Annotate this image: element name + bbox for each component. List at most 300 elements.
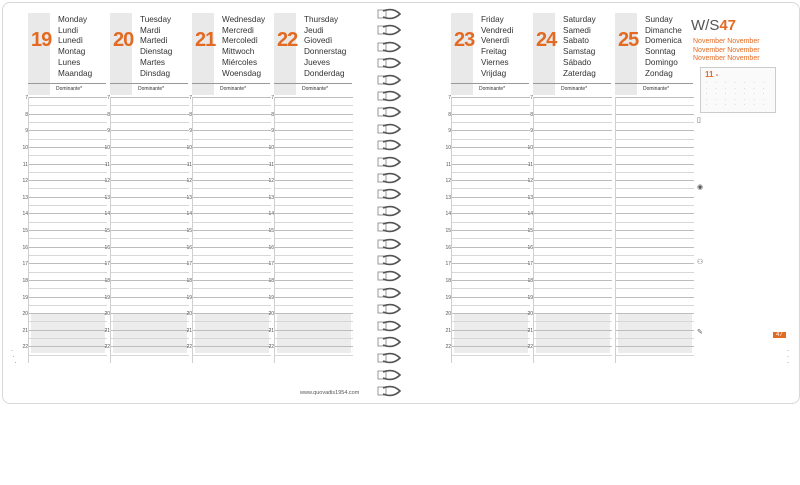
half-hour-line[interactable]	[111, 188, 189, 189]
half-hour-line[interactable]	[275, 222, 353, 223]
half-hour-line[interactable]	[452, 172, 530, 173]
hour-line[interactable]	[445, 327, 530, 334]
half-hour-line[interactable]	[193, 188, 271, 189]
hour-label: 19	[22, 294, 28, 301]
hour-line[interactable]	[107, 111, 189, 118]
hour-line[interactable]	[616, 313, 694, 314]
hour-label: 10	[22, 144, 28, 151]
day-name: Donderdag	[304, 68, 345, 78]
half-hour-line[interactable]	[193, 338, 271, 339]
half-hour-line[interactable]	[29, 188, 107, 189]
hour-label: 11	[186, 161, 192, 168]
hour-line[interactable]	[445, 277, 530, 284]
hour-line[interactable]	[107, 95, 189, 101]
half-hour-line[interactable]	[193, 255, 271, 256]
hour-line[interactable]	[104, 211, 189, 218]
half-hour-line[interactable]	[111, 321, 189, 322]
day-name: Maandag	[58, 68, 93, 78]
hour-line[interactable]	[22, 277, 107, 284]
half-hour-line[interactable]	[452, 238, 530, 239]
hour-line[interactable]	[527, 244, 612, 251]
half-hour-line[interactable]	[616, 338, 694, 339]
half-hour-line[interactable]	[452, 122, 530, 123]
half-hour-line[interactable]	[193, 105, 271, 106]
hour-line[interactable]	[527, 294, 612, 301]
half-hour-line[interactable]	[275, 122, 353, 123]
hour-line[interactable]	[268, 211, 353, 218]
hour-line[interactable]	[445, 228, 530, 234]
day-name: Montag	[58, 47, 86, 57]
calendar-cell: ·	[715, 103, 717, 107]
half-hour-line[interactable]	[193, 155, 271, 156]
calendar-cell: ·	[706, 97, 708, 102]
hour-line[interactable]	[104, 144, 189, 151]
day-name: Martes	[140, 57, 166, 67]
hour-line[interactable]	[22, 294, 107, 301]
hour-line[interactable]	[104, 327, 189, 334]
hour-line[interactable]	[186, 194, 271, 201]
hour-line[interactable]	[445, 178, 530, 185]
calendar-cell: ·	[734, 97, 736, 102]
spiral-coil	[377, 319, 401, 331]
hour-label: 15	[445, 228, 451, 234]
hour-line[interactable]	[527, 261, 612, 268]
half-hour-line[interactable]	[616, 139, 694, 140]
hour-line[interactable]	[25, 95, 107, 101]
half-hour-line[interactable]	[616, 238, 694, 239]
hour-line[interactable]	[448, 128, 530, 135]
hour-line[interactable]	[445, 161, 530, 168]
hour-line[interactable]	[527, 311, 612, 318]
hour-line[interactable]	[186, 228, 271, 234]
hour-line[interactable]	[616, 164, 694, 165]
half-hour-line[interactable]	[111, 338, 189, 339]
hour-line[interactable]	[268, 194, 353, 201]
half-hour-line[interactable]	[275, 305, 353, 306]
hour-line[interactable]	[22, 311, 107, 318]
half-hour-line[interactable]	[29, 205, 107, 206]
week-prefix: W/S	[691, 17, 720, 34]
half-hour-line[interactable]	[616, 288, 694, 289]
half-hour-line[interactable]	[275, 105, 353, 106]
half-hour-line[interactable]	[111, 105, 189, 106]
half-hour-line[interactable]	[193, 272, 271, 273]
left-page	[3, 3, 363, 403]
hour-line[interactable]	[445, 211, 530, 218]
half-hour-line[interactable]	[452, 272, 530, 273]
hour-line[interactable]	[268, 327, 353, 334]
calendar-cell: ·	[706, 103, 708, 107]
hour-line[interactable]	[189, 128, 271, 135]
hour-label: 9	[107, 128, 110, 135]
hour-line[interactable]	[268, 144, 353, 151]
hour-line[interactable]	[186, 277, 271, 284]
half-hour-line[interactable]	[275, 272, 353, 273]
half-hour-line[interactable]	[452, 188, 530, 189]
hour-line[interactable]	[530, 111, 612, 118]
day-names	[58, 15, 92, 79]
hour-line[interactable]	[448, 95, 530, 101]
half-hour-line[interactable]	[275, 172, 353, 173]
hour-line[interactable]	[104, 277, 189, 284]
hour-label: 15	[527, 228, 533, 234]
half-hour-line[interactable]	[111, 172, 189, 173]
calendar-cell: ·	[763, 97, 765, 102]
half-hour-line[interactable]	[534, 321, 612, 322]
hour-line[interactable]	[25, 111, 107, 118]
hour-line[interactable]	[527, 194, 612, 201]
half-hour-line[interactable]	[29, 238, 107, 239]
hour-line[interactable]	[22, 178, 107, 185]
hour-line[interactable]	[445, 244, 530, 251]
half-hour-line[interactable]	[616, 272, 694, 273]
day-name: Tuesday	[140, 15, 172, 24]
half-hour-line[interactable]	[534, 105, 612, 106]
hour-line[interactable]	[616, 297, 694, 298]
hour-line[interactable]	[445, 294, 530, 301]
hour-line[interactable]	[527, 327, 612, 334]
hour-line[interactable]	[22, 211, 107, 218]
hour-line[interactable]	[104, 344, 189, 351]
half-hour-line[interactable]	[111, 238, 189, 239]
half-hour-line[interactable]	[275, 238, 353, 239]
half-hour-line[interactable]	[275, 255, 353, 256]
hour-line[interactable]	[616, 247, 694, 248]
hour-line[interactable]	[445, 261, 530, 268]
hour-line[interactable]	[22, 327, 107, 334]
hour-line[interactable]	[268, 277, 353, 284]
hour-line[interactable]	[616, 330, 694, 331]
hour-line[interactable]	[268, 294, 353, 301]
hour-label: 17	[445, 261, 451, 268]
perforation-dots-right: · · ·	[787, 348, 789, 366]
hour-line[interactable]	[616, 213, 694, 214]
hour-label: 12	[104, 178, 110, 185]
hour-line[interactable]	[616, 197, 694, 198]
hour-line[interactable]	[268, 311, 353, 318]
half-hour-line[interactable]	[534, 188, 612, 189]
hour-line[interactable]	[268, 244, 353, 251]
hour-line[interactable]	[448, 111, 530, 118]
hour-line[interactable]	[616, 97, 694, 98]
hour-line[interactable]	[268, 161, 353, 168]
half-hour-line[interactable]	[29, 338, 107, 339]
day-header	[274, 13, 352, 95]
half-hour-line[interactable]	[29, 222, 107, 223]
half-hour-line[interactable]	[111, 305, 189, 306]
hour-line[interactable]	[186, 161, 271, 168]
day-name: Lunedì	[58, 36, 84, 46]
hour-line[interactable]	[104, 261, 189, 268]
half-hour-line[interactable]	[534, 355, 612, 356]
half-hour-line[interactable]	[616, 305, 694, 306]
hour-line[interactable]	[271, 128, 353, 135]
half-hour-line[interactable]	[616, 155, 694, 156]
spiral-coil	[377, 302, 401, 314]
hour-label: 15	[186, 228, 192, 234]
half-hour-line[interactable]	[534, 222, 612, 223]
hour-label: 18	[186, 277, 192, 284]
hour-line[interactable]	[616, 147, 694, 148]
half-hour-line[interactable]	[534, 305, 612, 306]
half-hour-line[interactable]	[29, 155, 107, 156]
hour-label: 10	[268, 144, 274, 151]
hour-line[interactable]	[271, 95, 353, 101]
day-column	[445, 13, 529, 396]
half-hour-line[interactable]	[29, 105, 107, 106]
half-hour-line[interactable]	[452, 288, 530, 289]
half-hour-line[interactable]	[534, 255, 612, 256]
hour-line[interactable]	[527, 178, 612, 185]
half-hour-line[interactable]	[616, 172, 694, 173]
half-hour-line[interactable]	[275, 288, 353, 289]
half-hour-line[interactable]	[29, 288, 107, 289]
half-hour-line[interactable]	[275, 321, 353, 322]
day-header	[28, 13, 106, 95]
hour-line[interactable]	[186, 311, 271, 318]
half-hour-line[interactable]	[193, 172, 271, 173]
dominante-label: Dominante*	[56, 86, 83, 92]
half-hour-line[interactable]	[452, 222, 530, 223]
hour-line[interactable]	[527, 228, 612, 234]
half-hour-line[interactable]	[616, 105, 694, 106]
day-name: Saturday	[563, 15, 596, 24]
hour-line[interactable]	[616, 114, 694, 115]
spiral-coil	[377, 7, 401, 19]
day-number: 19	[31, 29, 52, 51]
day-name: Mercoledì	[222, 36, 258, 46]
hour-label: 19	[186, 294, 192, 301]
half-hour-line[interactable]	[452, 321, 530, 322]
hour-label: 16	[445, 244, 451, 251]
half-hour-line[interactable]	[534, 205, 612, 206]
calendar-cell: ·	[763, 92, 765, 96]
half-hour-line[interactable]	[275, 205, 353, 206]
hour-line[interactable]	[445, 144, 530, 151]
half-hour-line[interactable]	[452, 155, 530, 156]
hour-label: 20	[527, 311, 533, 318]
hour-line[interactable]	[104, 194, 189, 201]
half-hour-line[interactable]	[275, 139, 353, 140]
day-name: Donnerstag	[304, 47, 347, 57]
hour-line[interactable]	[104, 178, 189, 185]
hour-line[interactable]	[22, 244, 107, 251]
day-number: 20	[113, 29, 134, 51]
half-hour-line[interactable]	[29, 305, 107, 306]
day-names	[140, 15, 172, 79]
hour-line[interactable]	[186, 178, 271, 185]
half-hour-line[interactable]	[275, 155, 353, 156]
half-hour-line[interactable]	[111, 139, 189, 140]
day-name: Vrijdag	[481, 68, 507, 78]
half-hour-line[interactable]	[111, 122, 189, 123]
hour-line[interactable]	[530, 128, 612, 135]
hour-line[interactable]	[189, 111, 271, 118]
half-hour-line[interactable]	[29, 321, 107, 322]
half-hour-line[interactable]	[534, 338, 612, 339]
hour-line[interactable]	[104, 161, 189, 168]
hour-label: 14	[445, 211, 451, 218]
hour-line[interactable]	[268, 261, 353, 268]
day-names	[222, 15, 265, 79]
half-hour-line[interactable]	[452, 105, 530, 106]
hour-line[interactable]	[530, 95, 612, 101]
hour-line[interactable]	[25, 128, 107, 135]
hour-line[interactable]	[186, 211, 271, 218]
half-hour-line[interactable]	[534, 272, 612, 273]
hour-line[interactable]	[268, 178, 353, 185]
hour-label: 7	[25, 95, 28, 101]
half-hour-line[interactable]	[275, 188, 353, 189]
calendar-cell: ·	[753, 92, 755, 96]
dominante-label: Dominante*	[138, 86, 165, 92]
half-hour-line[interactable]	[452, 255, 530, 256]
half-hour-line[interactable]	[193, 238, 271, 239]
half-hour-line[interactable]	[111, 272, 189, 273]
hour-line[interactable]	[22, 161, 107, 168]
half-hour-line[interactable]	[616, 222, 694, 223]
half-hour-line[interactable]	[616, 188, 694, 189]
hour-label: 21	[186, 327, 192, 334]
half-hour-line[interactable]	[275, 338, 353, 339]
hour-label: 16	[104, 244, 110, 251]
half-hour-line[interactable]	[452, 205, 530, 206]
hour-label: 17	[22, 261, 28, 268]
hour-line[interactable]	[268, 228, 353, 234]
hour-line[interactable]	[527, 161, 612, 168]
hour-label: 7	[530, 95, 533, 101]
hour-line[interactable]	[186, 261, 271, 268]
hour-line[interactable]	[186, 144, 271, 151]
hour-line[interactable]	[104, 244, 189, 251]
hour-label: 22	[104, 344, 110, 351]
half-hour-line[interactable]	[193, 305, 271, 306]
half-hour-line[interactable]	[534, 139, 612, 140]
hour-line[interactable]	[527, 211, 612, 218]
half-hour-line[interactable]	[193, 288, 271, 289]
calendar-cell: ·	[715, 92, 717, 96]
half-hour-line[interactable]	[111, 255, 189, 256]
hour-line[interactable]	[616, 130, 694, 131]
half-hour-line[interactable]	[29, 272, 107, 273]
day-name: Domingo	[645, 57, 678, 67]
hour-label: 22	[527, 344, 533, 351]
hour-line[interactable]	[527, 144, 612, 151]
half-hour-line[interactable]	[616, 122, 694, 123]
half-hour-line[interactable]	[193, 205, 271, 206]
spiral-coil	[377, 23, 401, 35]
half-hour-line[interactable]	[193, 139, 271, 140]
half-hour-line[interactable]	[29, 139, 107, 140]
hour-line[interactable]	[186, 327, 271, 334]
half-hour-line[interactable]	[534, 238, 612, 239]
hour-label: 14	[268, 211, 274, 218]
half-hour-line[interactable]	[452, 338, 530, 339]
half-hour-line[interactable]	[29, 122, 107, 123]
hour-label: 16	[22, 244, 28, 251]
hour-line[interactable]	[616, 346, 694, 347]
day-header	[110, 13, 188, 95]
spiral-coil	[377, 56, 401, 68]
hour-line[interactable]	[616, 280, 694, 281]
half-hour-line[interactable]	[534, 155, 612, 156]
half-hour-line[interactable]	[616, 255, 694, 256]
hour-line[interactable]	[22, 194, 107, 201]
hour-label: 11	[104, 161, 110, 168]
hour-label: 22	[186, 344, 192, 351]
half-hour-line[interactable]	[29, 172, 107, 173]
day-column	[186, 13, 270, 396]
hour-line[interactable]	[616, 230, 694, 231]
half-hour-line[interactable]	[29, 255, 107, 256]
hour-line[interactable]	[22, 344, 107, 351]
hour-line[interactable]	[445, 311, 530, 318]
hour-label: 11	[527, 161, 533, 168]
half-hour-line[interactable]	[193, 122, 271, 123]
month-label: November	[727, 46, 760, 54]
half-hour-line[interactable]	[29, 355, 107, 356]
hour-line[interactable]	[268, 344, 353, 351]
calendar-cell: ·	[763, 86, 765, 91]
hour-line[interactable]	[107, 128, 189, 135]
half-hour-line[interactable]	[111, 155, 189, 156]
half-hour-line[interactable]	[534, 172, 612, 173]
hour-line[interactable]	[445, 194, 530, 201]
hour-line[interactable]	[186, 344, 271, 351]
hour-line[interactable]	[186, 294, 271, 301]
page-number-tab: 47	[773, 332, 786, 338]
half-hour-line[interactable]	[616, 355, 694, 356]
half-hour-line[interactable]	[452, 139, 530, 140]
week-label	[691, 17, 736, 34]
hour-line[interactable]	[22, 228, 107, 234]
hour-line[interactable]	[22, 261, 107, 268]
half-hour-line[interactable]	[534, 288, 612, 289]
hour-label: 8	[107, 111, 110, 118]
half-hour-line[interactable]	[193, 321, 271, 322]
half-hour-line[interactable]	[534, 122, 612, 123]
day-name: Dienstag	[140, 47, 173, 57]
hour-label: 9	[530, 128, 533, 135]
half-hour-line[interactable]	[616, 321, 694, 322]
hour-line[interactable]	[104, 294, 189, 301]
hour-line[interactable]	[527, 344, 612, 351]
hour-line[interactable]	[104, 228, 189, 234]
hour-line[interactable]	[271, 111, 353, 118]
hour-line[interactable]	[616, 180, 694, 181]
hour-line[interactable]	[22, 144, 107, 151]
half-hour-line[interactable]	[452, 355, 530, 356]
hour-line[interactable]	[189, 95, 271, 101]
hour-label: 16	[268, 244, 274, 251]
half-hour-line[interactable]	[616, 205, 694, 206]
half-hour-line[interactable]	[111, 222, 189, 223]
hour-line[interactable]	[616, 263, 694, 264]
hour-line[interactable]	[527, 277, 612, 284]
hour-line[interactable]	[186, 244, 271, 251]
half-hour-line[interactable]	[452, 305, 530, 306]
hour-line[interactable]	[445, 344, 530, 351]
half-hour-line[interactable]	[111, 355, 189, 356]
calendar-cell: ·	[715, 81, 717, 85]
half-hour-line[interactable]	[193, 222, 271, 223]
spiral-coil	[377, 89, 401, 101]
hour-line[interactable]	[104, 311, 189, 318]
half-hour-line[interactable]	[275, 355, 353, 356]
half-hour-line[interactable]	[193, 355, 271, 356]
half-hour-line[interactable]	[111, 205, 189, 206]
half-hour-line[interactable]	[111, 288, 189, 289]
